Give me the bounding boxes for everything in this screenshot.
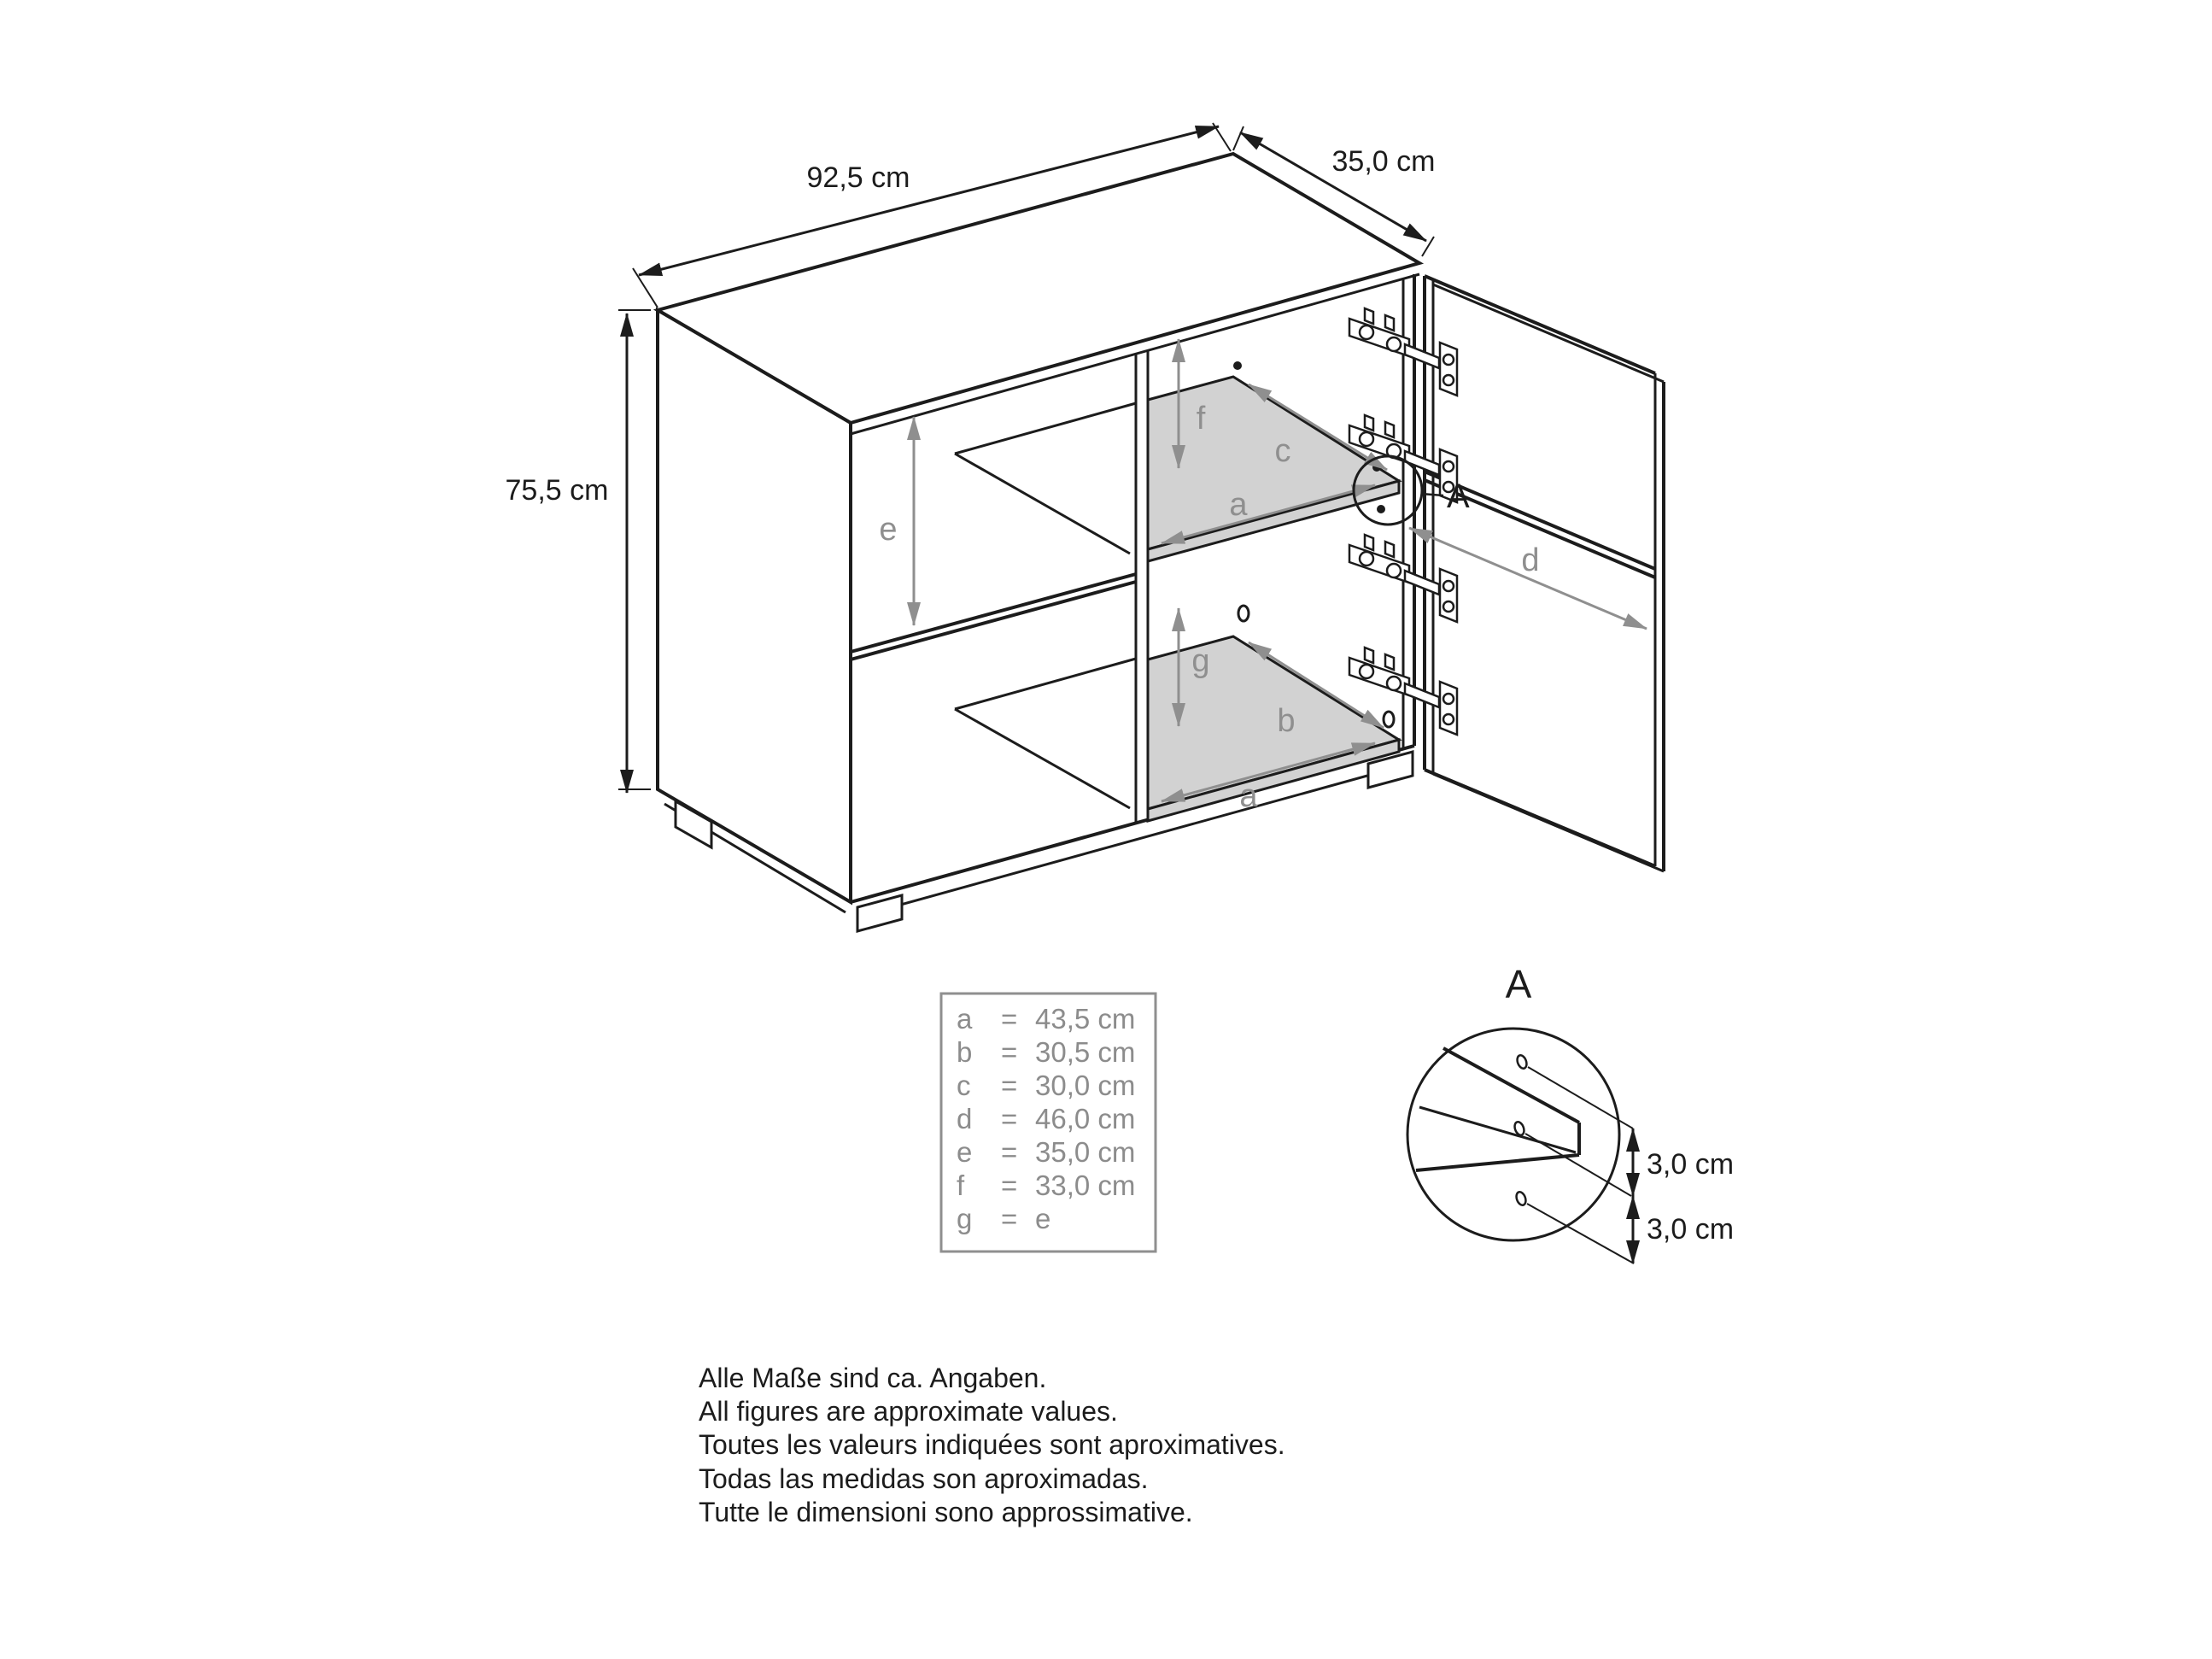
shelf-pin-hole-icon (1233, 361, 1242, 370)
legend-key: b (957, 1036, 973, 1068)
hidden-shelf-outline-upper (955, 403, 1136, 554)
legend-value: 35,0 cm (1035, 1136, 1136, 1168)
d-label: d (1521, 542, 1540, 578)
door-bottom-edge2 (1433, 774, 1664, 871)
c-label: c (1274, 433, 1291, 469)
left-door-division-lower (851, 582, 1136, 659)
legend-value: 33,0 cm (1035, 1170, 1136, 1201)
a-upper-label: a (1229, 487, 1248, 523)
g-label: g (1191, 643, 1210, 679)
a-lower-label: a (1239, 778, 1258, 814)
legend-eq: = (1001, 1103, 1018, 1134)
detail-title: A (1505, 962, 1532, 1006)
footer-line-en: All figures are approximate values. (699, 1396, 1118, 1427)
footer-line-es: Todas las medidas son aproximadas. (699, 1463, 1149, 1494)
e-label: e (879, 512, 898, 548)
width-extension-right (1213, 123, 1231, 151)
legend-key: e (957, 1136, 973, 1168)
legend-eq: = (1001, 1003, 1018, 1035)
f-label: f (1196, 401, 1206, 437)
detail-marker-label: A (1447, 478, 1470, 515)
footer-line-it: Tutte le dimensioni sono approssimative. (699, 1497, 1193, 1527)
legend-key: c (957, 1070, 971, 1101)
legend-value: 30,0 cm (1035, 1070, 1136, 1101)
wall-hole-icon (1384, 712, 1394, 727)
width-dimension-label: 92,5 cm (806, 161, 910, 194)
detail-shelf-corner (1416, 1048, 1579, 1170)
detail-spacing-top-label: 3,0 cm (1647, 1148, 1735, 1181)
legend-key: a (957, 1003, 973, 1035)
shelf-pin-hole-icon (1377, 505, 1385, 513)
footer-notes (699, 1363, 1285, 1527)
depth-dimension-label: 35,0 cm (1331, 145, 1436, 178)
interior (955, 361, 1399, 821)
hidden-shelf-outline-lower (955, 659, 1136, 808)
left-door-division-upper (851, 574, 1136, 652)
depth-extension-left (1233, 126, 1244, 150)
wall-hole-icon (1238, 606, 1249, 621)
b-label: b (1277, 703, 1296, 739)
legend-value: 43,5 cm (1035, 1003, 1136, 1035)
detail-hole-icon (1515, 1191, 1528, 1206)
legend-value: 30,5 cm (1035, 1036, 1136, 1068)
legend-value: 46,0 cm (1035, 1103, 1136, 1134)
foot-front-left (857, 895, 902, 931)
legend-eq: = (1001, 1070, 1018, 1101)
detail-hole-leaders (1525, 1067, 1634, 1263)
cabinet-carcass (658, 154, 1419, 931)
legend-key: f (957, 1170, 965, 1201)
footer-line-fr: Toutes les valeurs indiquées sont aproximatives. (699, 1429, 1285, 1460)
legend-key: d (957, 1103, 973, 1134)
door-top-edge (1425, 276, 1655, 373)
legend-table (941, 994, 1156, 1252)
legend-eq: = (1001, 1170, 1018, 1201)
legend-value: e (1035, 1203, 1051, 1234)
legend-key: g (957, 1203, 973, 1234)
legend-eq: = (1001, 1036, 1018, 1068)
legend-eq: = (1001, 1203, 1018, 1234)
open-door (1425, 276, 1664, 871)
height-dimension-label: 75,5 cm (505, 474, 609, 507)
footer-line-de: Alle Maße sind ca. Angaben. (699, 1363, 1047, 1393)
door-top-edge2 (1433, 284, 1664, 382)
detail-hole-icon (1516, 1054, 1529, 1070)
detail-a-view (1407, 962, 1734, 1263)
legend-eq: = (1001, 1136, 1018, 1168)
plinth-front (857, 765, 1407, 917)
detail-spacing-bottom-label: 3,0 cm (1647, 1213, 1735, 1246)
